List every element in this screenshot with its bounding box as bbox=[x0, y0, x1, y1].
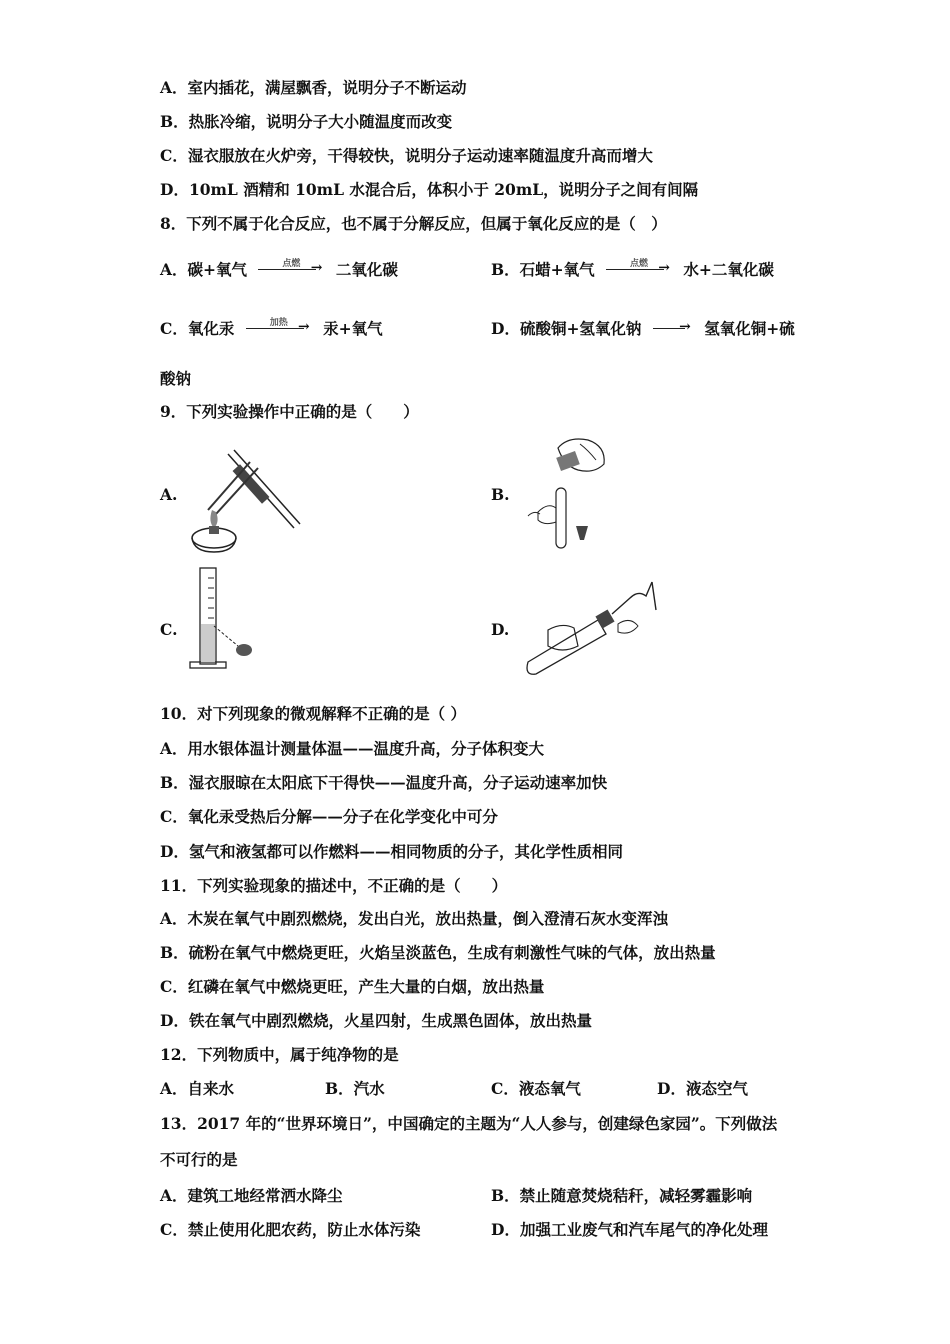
q8-option-c bbox=[160, 319, 383, 339]
q8-option-b bbox=[491, 260, 774, 280]
q9-option-a-label: A. bbox=[160, 485, 178, 504]
reagent-bottle-pour-icon bbox=[518, 430, 618, 555]
q8-option-a bbox=[160, 260, 398, 280]
q7-option-a: A．室内插花，满屋飘香，说明分子不断运动 bbox=[160, 78, 467, 97]
reaction-condition: 点燃 bbox=[629, 259, 648, 269]
q11-stem: 11．下列实验现象的描述中，不正确的是（ ） bbox=[160, 876, 508, 895]
q8-stem: 8．下列不属于化合反应，也不属于分解反应，但属于氧化反应的是（ ） bbox=[160, 214, 667, 233]
q11-option-c: C．红磷在氧气中燃烧更旺，产生大量的白烟，放出热量 bbox=[160, 977, 545, 996]
q8-b-products: 水+二氧化碳 bbox=[683, 260, 774, 279]
q13-option-d: D．加强工业废气和汽车尾气的净化处理 bbox=[491, 1220, 768, 1239]
reaction-condition: 加热 bbox=[269, 318, 288, 328]
q8-a-reactants: A．碳+氧气 bbox=[160, 260, 248, 279]
reaction-condition: 点燃 bbox=[282, 259, 301, 269]
q11-option-a: A．木炭在氧气中剧烈燃烧，发出白光，放出热量，倒入澄清石灰水变浑浊 bbox=[160, 909, 669, 928]
q7-option-b: B．热胀冷缩，说明分子大小随温度而改变 bbox=[160, 112, 453, 131]
q8-c-products: 汞+氧气 bbox=[323, 319, 383, 338]
q10-stem: 10．对下列现象的微观解释不正确的是（ ） bbox=[160, 704, 466, 723]
reaction-arrow-icon: 点燃 → bbox=[258, 262, 324, 280]
q10-option-b: B．湿衣服晾在太阳底下干得快——温度升高，分子运动速率加快 bbox=[160, 773, 608, 792]
q9-stem: 9．下列实验操作中正确的是（ ） bbox=[160, 402, 419, 421]
q12-option-a: A．自来水 bbox=[160, 1079, 235, 1098]
q11-option-b: B．硫粉在氧气中燃烧更旺，火焰呈淡蓝色，生成有刺激性气味的气体，放出热量 bbox=[160, 943, 716, 962]
dropper-stopper-figure bbox=[518, 576, 668, 680]
q10-option-c: C．氧化汞受热后分解——分子在化学变化中可分 bbox=[160, 807, 498, 826]
q9-option-d-label: D. bbox=[491, 620, 510, 639]
q8-option-d bbox=[491, 319, 795, 339]
reaction-arrow-icon: 点燃 → bbox=[606, 262, 672, 280]
q8-c-reactants: C．氧化汞 bbox=[160, 319, 235, 338]
q8-b-reactants: B．石蜡+氧气 bbox=[491, 260, 595, 279]
reaction-arrow-icon: 加热 → bbox=[246, 321, 312, 339]
q13-stem-line2: 不可行的是 bbox=[160, 1150, 238, 1169]
graduated-cylinder-figure bbox=[186, 564, 266, 678]
q10-option-d: D．氢气和液氢都可以作燃料——相同物质的分子，其化学性质相同 bbox=[160, 842, 623, 861]
test-tube-stopper-icon bbox=[518, 576, 668, 676]
q8-option-d-continued: 酸钠 bbox=[160, 369, 192, 388]
q8-a-products: 二氧化碳 bbox=[335, 260, 398, 279]
q9-option-b-label: B. bbox=[491, 485, 510, 504]
q12-option-c: C．液态氧气 bbox=[491, 1079, 581, 1098]
graduated-cylinder-icon bbox=[186, 564, 266, 674]
q8-d-products: 氢氧化铜+硫 bbox=[704, 319, 795, 338]
pouring-liquid-figure bbox=[518, 430, 618, 559]
q13-stem-line1: 13．2017 年的“世界环境日”，中国确定的主题为“人人参与，创建绿色家园”。下列做法 bbox=[160, 1114, 778, 1133]
q12-option-d: D．液态空气 bbox=[657, 1079, 748, 1098]
reaction-arrow-icon: → bbox=[653, 321, 693, 339]
alcohol-lamp-heating-icon bbox=[182, 448, 312, 558]
q12-option-b: B．汽水 bbox=[325, 1079, 385, 1098]
q8-d-reactants: D．硫酸铜+氢氧化钠 bbox=[491, 319, 642, 338]
heating-test-tube-figure bbox=[182, 448, 312, 562]
q11-option-d: D．铁在氧气中剧烈燃烧，火星四射，生成黑色固体，放出热量 bbox=[160, 1011, 592, 1030]
q9-option-c-label: C. bbox=[160, 620, 178, 639]
q13-option-c: C．禁止使用化肥农药，防止水体污染 bbox=[160, 1220, 421, 1239]
q10-option-a: A．用水银体温计测量体温——温度升高，分子体积变大 bbox=[160, 739, 545, 758]
q12-stem: 12．下列物质中，属于纯净物的是 bbox=[160, 1045, 399, 1064]
q7-option-c: C．湿衣服放在火炉旁，干得较快，说明分子运动速率随温度升高而增大 bbox=[160, 146, 653, 165]
q13-option-b: B．禁止随意焚烧秸秆，减轻雾霾影响 bbox=[491, 1186, 753, 1205]
q13-option-a: A．建筑工地经常洒水降尘 bbox=[160, 1186, 343, 1205]
q7-option-d: D．10mL 酒精和 10mL 水混合后，体积小于 20mL，说明分子之间有间隔 bbox=[160, 180, 699, 199]
